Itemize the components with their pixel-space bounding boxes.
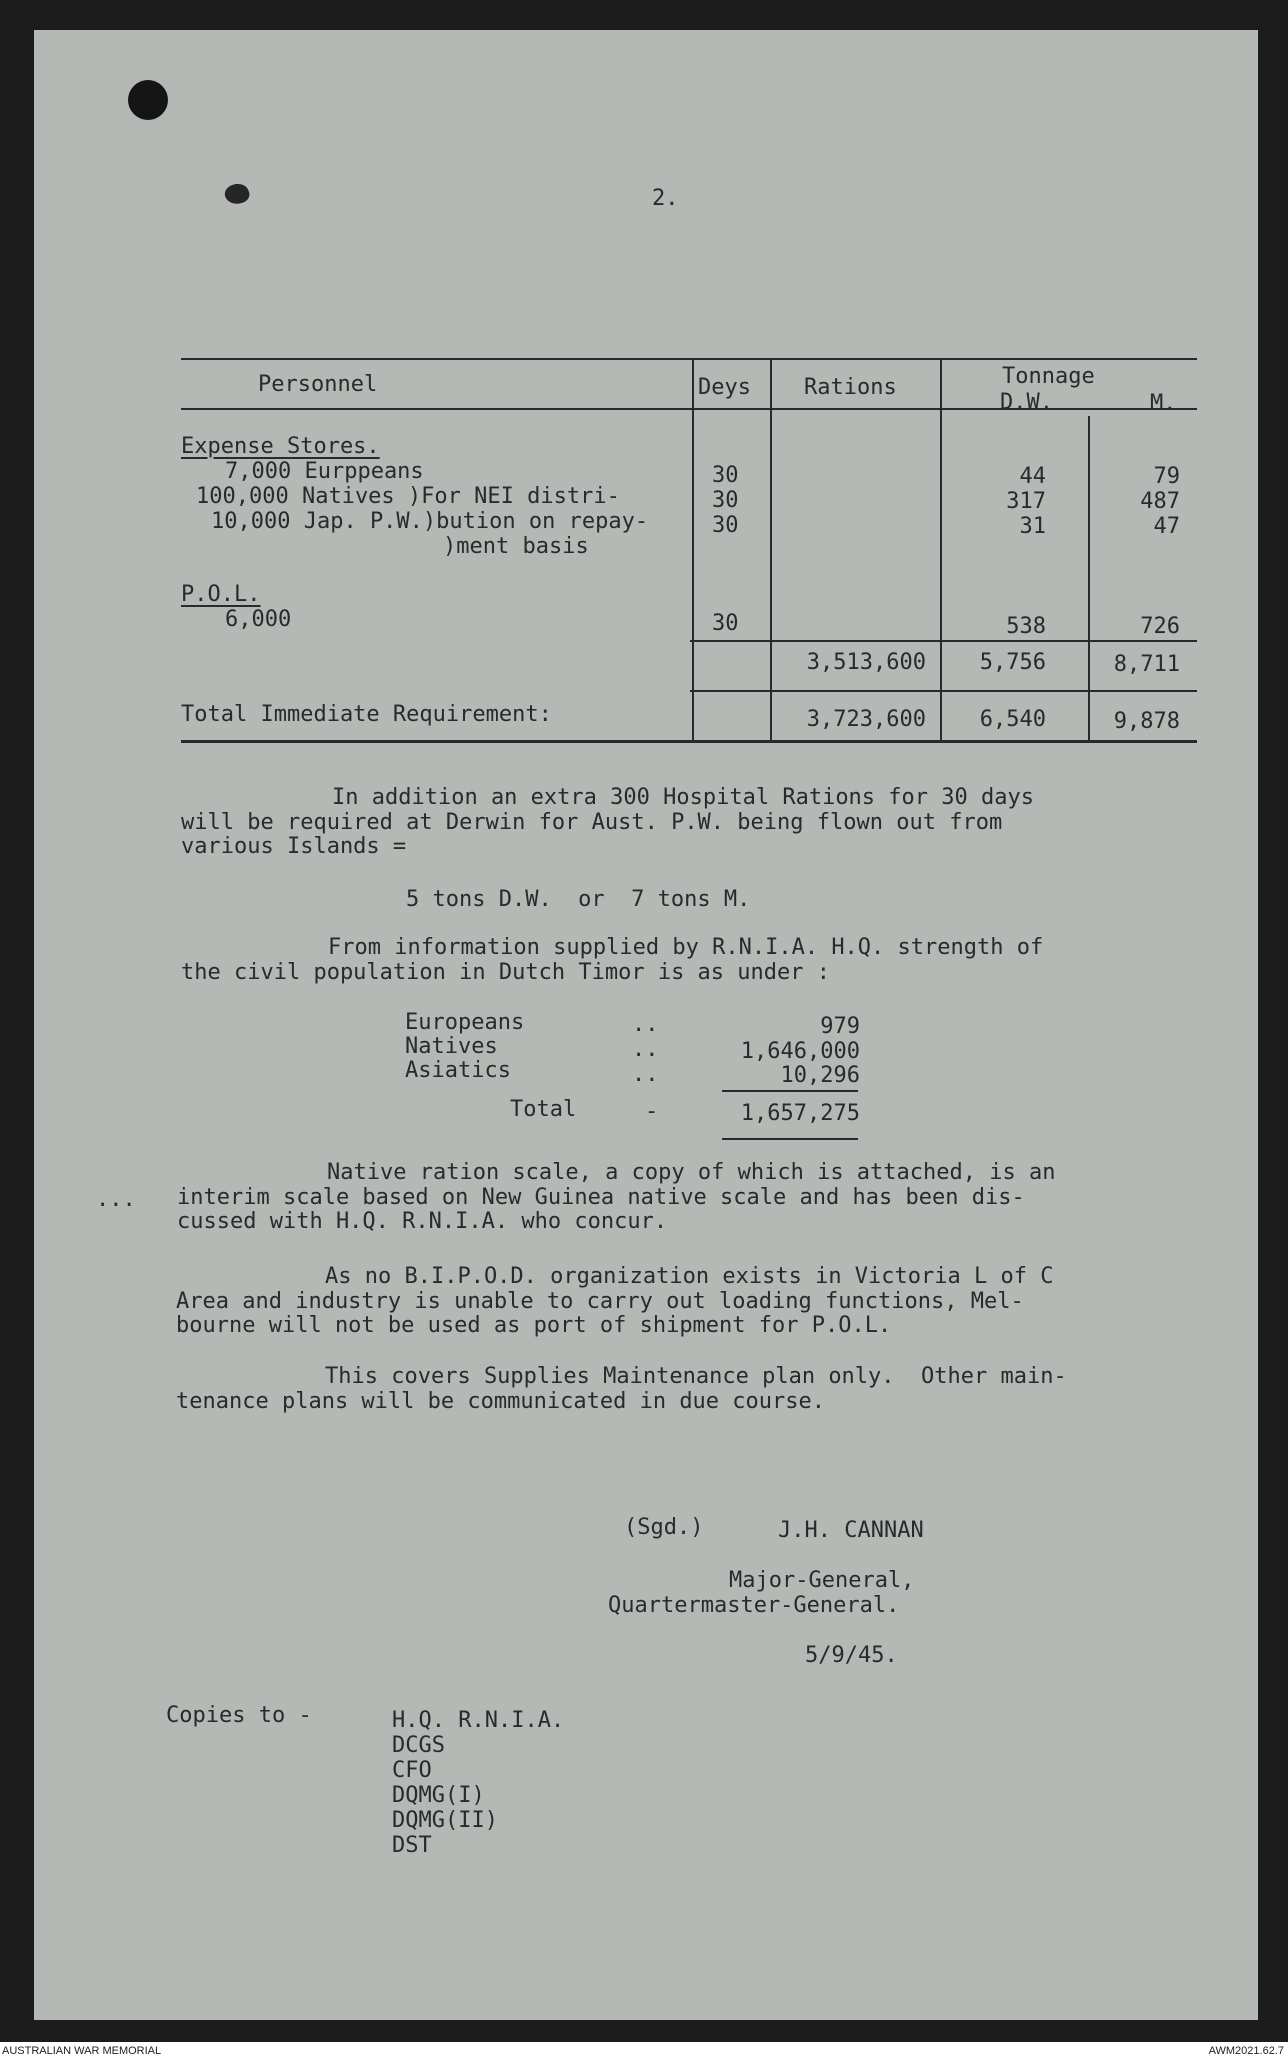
- header-dw: D.W.: [1000, 390, 1053, 415]
- archive-footer: [0, 2042, 1288, 2061]
- m-cell: 79: [1153, 464, 1180, 489]
- total-m: 9,878: [1113, 709, 1180, 734]
- population-value: 979: [820, 1014, 860, 1039]
- table-bottom-rule: [181, 741, 1197, 743]
- population-value: 1,646,000: [740, 1039, 860, 1064]
- paragraph-line: This covers Supplies Maintenance plan only. Other main-: [325, 1364, 1067, 1389]
- footer-reference: AWM2021.62.7: [1208, 2045, 1284, 2057]
- population-total-value: 1,657,275: [740, 1101, 860, 1126]
- m-cell: 726: [1140, 614, 1180, 639]
- paragraph-line: bourne will not be used as port of shipment for P.O.L.: [176, 1313, 892, 1338]
- page-number: 2.: [652, 186, 679, 211]
- population-label: Asiatics: [405, 1058, 511, 1083]
- copies-label: Copies to -: [166, 1703, 312, 1728]
- header-rations: Rations: [804, 375, 897, 400]
- dw-cell: 44: [1019, 464, 1046, 489]
- header-tonnage: Tonnage: [1002, 364, 1095, 389]
- dw-cell: 538: [1006, 614, 1046, 639]
- header-m: M.: [1150, 391, 1177, 416]
- col-divider-rations: [770, 358, 772, 742]
- footer-source: AUSTRALIAN WAR MEMORIAL: [2, 2045, 162, 2057]
- days-cell: 30: [712, 463, 739, 488]
- paragraph-line: cussed with H.Q. R.N.I.A. who concur.: [177, 1209, 668, 1234]
- header-personnel: Personnel: [258, 372, 378, 397]
- subtotal-dw: 5,756: [979, 650, 1046, 675]
- signatory-name: J.H. CANNAN: [778, 1518, 924, 1543]
- subtotal-bottom-rule: [690, 690, 1197, 692]
- expense-line: 7,000 Eurppeans: [225, 459, 424, 484]
- pol-heading: P.O.L.: [181, 582, 261, 607]
- copy-recipient: DCGS: [392, 1733, 445, 1758]
- paragraph-line: Native ration scale, a copy of which is attached, is an: [327, 1160, 1056, 1185]
- m-cell: 47: [1153, 514, 1180, 539]
- dw-cell: 31: [1019, 514, 1046, 539]
- paragraph-line: various Islands =: [181, 834, 407, 859]
- population-dots: ..: [632, 1037, 659, 1062]
- days-cell: 30: [712, 611, 739, 636]
- expense-line: )ment basis: [443, 534, 589, 559]
- population-dots: ..: [632, 1012, 659, 1037]
- days-cell: 30: [712, 488, 739, 513]
- population-label: Europeans: [405, 1010, 525, 1035]
- signatory-title: Quartermaster-General.: [608, 1593, 900, 1618]
- m-cell: 487: [1140, 489, 1180, 514]
- pol-quantity: 6,000: [225, 607, 292, 632]
- paragraph-line: In addition an extra 300 Hospital Rations for 30 days: [332, 785, 1034, 810]
- document-date: 5/9/45.: [805, 1643, 898, 1668]
- paragraph-line: tenance plans will be communicated in due course.: [176, 1389, 826, 1414]
- expense-line: 100,000 Natives )For NEI distri-: [196, 484, 620, 509]
- copy-recipient: DST: [392, 1833, 432, 1858]
- expense-stores-heading: Expense Stores.: [181, 434, 380, 459]
- copy-recipient: DQMG(II): [392, 1808, 498, 1833]
- paragraph-line: the civil population in Dutch Timor is as under :: [181, 960, 831, 985]
- subtotal-m: 8,711: [1113, 652, 1180, 677]
- total-rations: 3,723,600: [806, 707, 926, 732]
- dw-cell: 317: [1006, 489, 1046, 514]
- paragraph-line: From information supplied by R.N.I.A. H.Q. strength of: [328, 935, 1044, 960]
- paragraph-line: As no B.I.P.O.D. organization exists in Victoria L of C: [325, 1264, 1054, 1289]
- col-divider-tonnage: [940, 358, 942, 742]
- table-top-rule: [181, 358, 1197, 360]
- days-cell: 30: [712, 513, 739, 538]
- subtotal-rule: [690, 640, 1197, 642]
- population-total-dash: -: [645, 1099, 659, 1124]
- paragraph-line: interim scale based on New Guinea native scale and has been dis-: [177, 1185, 1025, 1210]
- population-label: Natives: [405, 1034, 498, 1059]
- population-value: 10,296: [780, 1063, 860, 1088]
- signatory-rank: Major-General,: [729, 1568, 915, 1593]
- header-days: Deys: [698, 375, 751, 400]
- population-total-label: Total: [510, 1097, 577, 1122]
- total-dw: 6,540: [979, 707, 1046, 732]
- signed-marker: (Sgd.): [624, 1515, 704, 1540]
- copy-recipient: DQMG(I): [392, 1783, 485, 1808]
- col-divider-dw: [1088, 416, 1090, 742]
- population-dots: ..: [632, 1062, 659, 1087]
- total-label: Total Immediate Requirement:: [181, 702, 552, 727]
- paragraph-line: Area and industry is unable to carry out loading functions, Mel-: [176, 1289, 1024, 1314]
- tons-line: 5 tons D.W. or 7 tons M.: [406, 887, 751, 912]
- punch-hole: [128, 80, 168, 120]
- total-rule: [722, 1138, 858, 1140]
- copy-recipient: CFO: [392, 1758, 432, 1783]
- copy-recipient: H.Q. R.N.I.A.: [392, 1708, 565, 1733]
- subtotal-rations: 3,513,600: [806, 650, 926, 675]
- expense-line: 10,000 Jap. P.W.)bution on repay-: [211, 509, 649, 534]
- paragraph-line: will be required at Derwin for Aust. P.W. being flown out from: [181, 810, 1003, 835]
- margin-dots: ...: [96, 1187, 136, 1212]
- sum-rule: [722, 1090, 858, 1092]
- col-divider-days: [692, 358, 694, 742]
